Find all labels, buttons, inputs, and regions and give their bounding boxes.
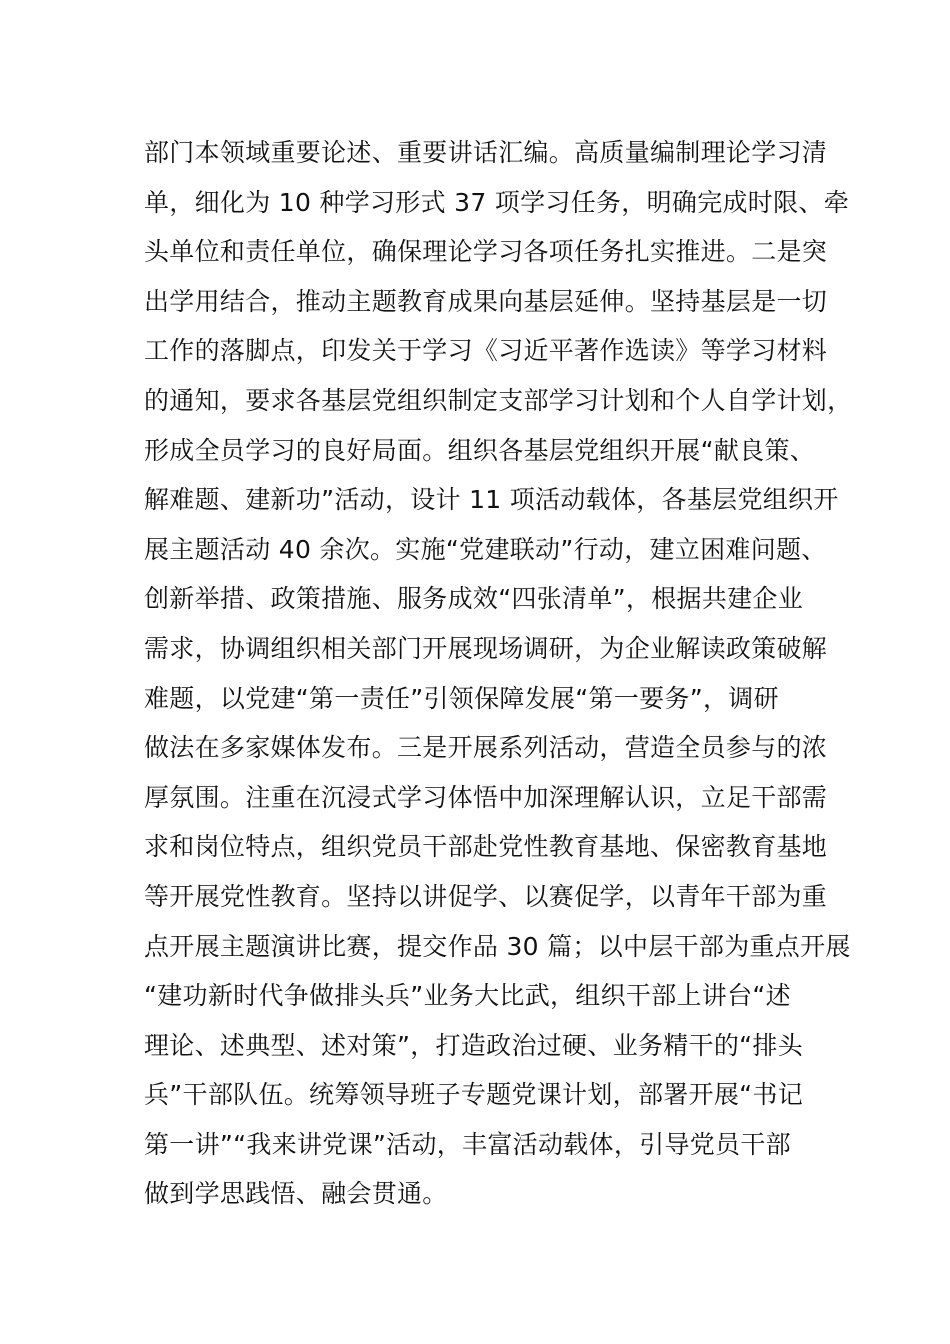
- text-line: 出学用结合，推动主题教育成果向基层延伸。坚持基层是一切: [144, 286, 828, 316]
- text-line: 难题，以党建“第一责任”引领保障发展“第一要务”，调研: [144, 683, 779, 713]
- text-line: 工作的落脚点，印发关于学习《习近平著作选读》等学习材料: [144, 336, 828, 366]
- text-line: 头单位和责任单位，确保理论学习各项任务扎实推进。二是突: [144, 237, 828, 267]
- text-line: 单，细化为 10 种学习形式 37 项学习任务，明确完成时限、牵: [144, 187, 850, 217]
- text-line: 兵”干部队伍。统筹领导班子专题党课计划，部署开展“书记: [144, 1080, 804, 1110]
- text-line: 做到学思践悟、融会贯通。: [144, 1179, 448, 1209]
- text-line: “建功新时代争做排头兵”业务大比武，组织干部上讲台“述: [144, 981, 791, 1011]
- text-line: 厚氛围。注重在沉浸式学习体悟中加深理解认识，立足干部需: [144, 782, 828, 812]
- text-line: 求和岗位特点，组织党员干部赴党性教育基地、保密教育基地: [144, 832, 828, 862]
- text-line: 创新举措、政策措施、服务成效“四张清单”，根据共建企业: [144, 584, 804, 614]
- text-line: 做法在多家媒体发布。三是开展系列活动，营造全员参与的浓: [144, 733, 828, 763]
- text-line: 点开展主题演讲比赛，提交作品 30 篇；以中层干部为重点开展: [144, 931, 851, 961]
- text-line: 等开展党性教育。坚持以讲促学、以赛促学，以青年干部为重: [144, 881, 828, 911]
- text-line: 形成全员学习的良好局面。组织各基层党组织开展“献良策、: [144, 435, 816, 465]
- text-line: 展主题活动 40 余次。实施“党建联动”行动，建立困难问题、: [144, 534, 827, 564]
- text-line: 第一讲”“我来讲党课”活动，丰富活动载体，引导党员干部: [144, 1129, 791, 1159]
- text-line: 的通知，要求各基层党组织制定支部学习计划和个人自学计划，: [144, 385, 853, 415]
- text-line: 理论、述典型、述对策”，打造政治过硬、业务精干的“排头: [144, 1030, 804, 1060]
- text-line: 解难题、建新功”活动，设计 11 项活动载体，各基层党组织开: [144, 485, 839, 515]
- body-paragraph: [144, 128, 853, 1219]
- text-line: 部门本领域重要论述、重要讲话汇编。高质量编制理论学习清: [144, 138, 828, 167]
- text-line: 需求，协调组织相关部门开展现场调研，为企业解读政策破解: [144, 633, 828, 663]
